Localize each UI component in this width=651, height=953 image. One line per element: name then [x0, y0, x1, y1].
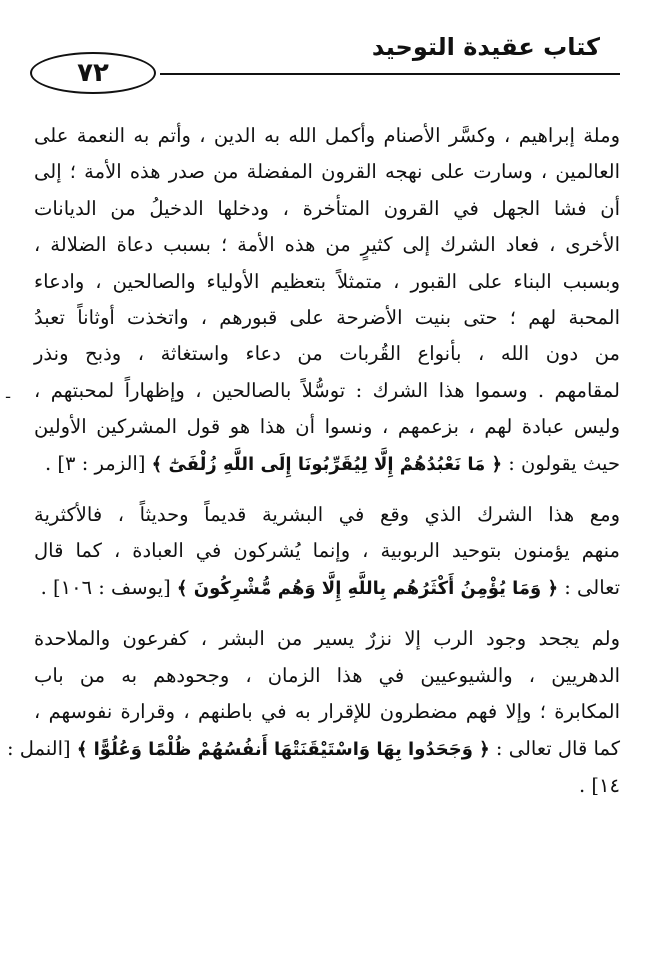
verse-reference: [النمل :	[6, 736, 77, 760]
book-title: كتاب عقيدة التوحيد	[371, 33, 600, 61]
text-line: وليس عبادة لهم ، بزعمهم ، ونسوا أن هذا هو قول المشركين الأولين	[34, 415, 620, 439]
verse-reference: [يوسف : ١٠٦] .	[40, 575, 177, 599]
verse-intro: حيث يقولون :	[502, 451, 620, 475]
text-line: المكابرة ؛ وإلا فهم مضطرون للإقرار به في باطنهم ، وقرارة نفوسهم ،	[34, 700, 620, 724]
text-line: ولم يجحد وجود الرب إلا نزرٌ يسير من البشر ، كفرعون والملاحدة	[34, 627, 620, 651]
text-line: ومع هذا الشرك الذي وقع في البشرية قديماً وحديثاً ، فالأكثرية	[34, 503, 620, 527]
text-line: أن فشا الجهل في القرون المتأخرة ، ودخلها الدخيلُ من الديانات	[34, 196, 620, 220]
verse-intro: كما قال تعالى :	[489, 736, 620, 760]
text-line: المحبة لهم ؛ حتى بنيت الأضرحة على قبورهم ، واتخذت أوثاناً تعبدُ	[34, 306, 620, 330]
paragraph-3	[6, 621, 620, 804]
text-line: الدهريين ، والشيوعيين في هذا الزمان ، وجحودهم به من باب	[34, 663, 620, 687]
text-line: من دون الله ، بأنواع القُربات من دعاء واستغاثة ، وذبح ونذر	[34, 342, 620, 366]
quran-verse: ﴿ وَمَا يُؤْمِنُ أَكْثَرُهُم بِاللَّهِ إِلَّا وَهُم مُّشْرِكُونَ ﴾	[176, 577, 559, 599]
text-line: العالمين ، وسارت على نهجه القرون المفضلة من صدر هذه الأمة ؛ إلى	[34, 160, 620, 184]
text-line	[34, 446, 620, 483]
text-line	[6, 731, 620, 768]
text-line: وبسبب البناء على القبور ، متمثلاً بتعظيم الأولياء والصالحين ، وادعاء	[34, 269, 620, 293]
paragraph-2	[34, 497, 620, 607]
margin-mark: ـ	[6, 386, 11, 402]
paragraph-1	[34, 118, 620, 483]
header-rule	[160, 73, 620, 75]
text-line: وملة إبراهيم ، وكسَّر الأصنام وأكمل الله به الدين ، وأتم به النعمة على	[34, 124, 620, 147]
text-line: ١٤] .	[579, 773, 620, 797]
verse-intro: تعالى :	[558, 575, 620, 599]
text-line: منهم يؤمنون بتوحيد الربوبية ، وإنما يُشركون في العبادة ، كما قال	[34, 539, 620, 563]
page-header	[30, 30, 620, 96]
quran-verse: ﴿ مَا نَعْبُدُهُمْ إِلَّا لِيُقَرِّبُونَا إِلَى اللَّهِ زُلْفَىٰٓ ﴾	[151, 453, 503, 475]
text-line	[34, 570, 620, 607]
text-line: لمقامهم . وسموا هذا الشرك : توسُّلاً بالصالحين ، وإظهاراً لمحبتهم ،	[34, 378, 620, 402]
quran-verse: ﴿ وَجَحَدُوا بِهَا وَاسْتَيْقَنَتْهَا أَنفُسُهُمْ ظُلْمًا وَعُلُوًّا ﴾	[76, 738, 490, 760]
verse-reference: [الزمر : ٣] .	[45, 451, 152, 475]
page-body	[6, 118, 620, 804]
text-line: الأخرى ، فعاد الشرك إلى كثيرٍ من هذه الأمة ؛ بسبب دعاة الضلالة ،	[34, 233, 620, 257]
page-number: ٧٢	[30, 52, 156, 94]
